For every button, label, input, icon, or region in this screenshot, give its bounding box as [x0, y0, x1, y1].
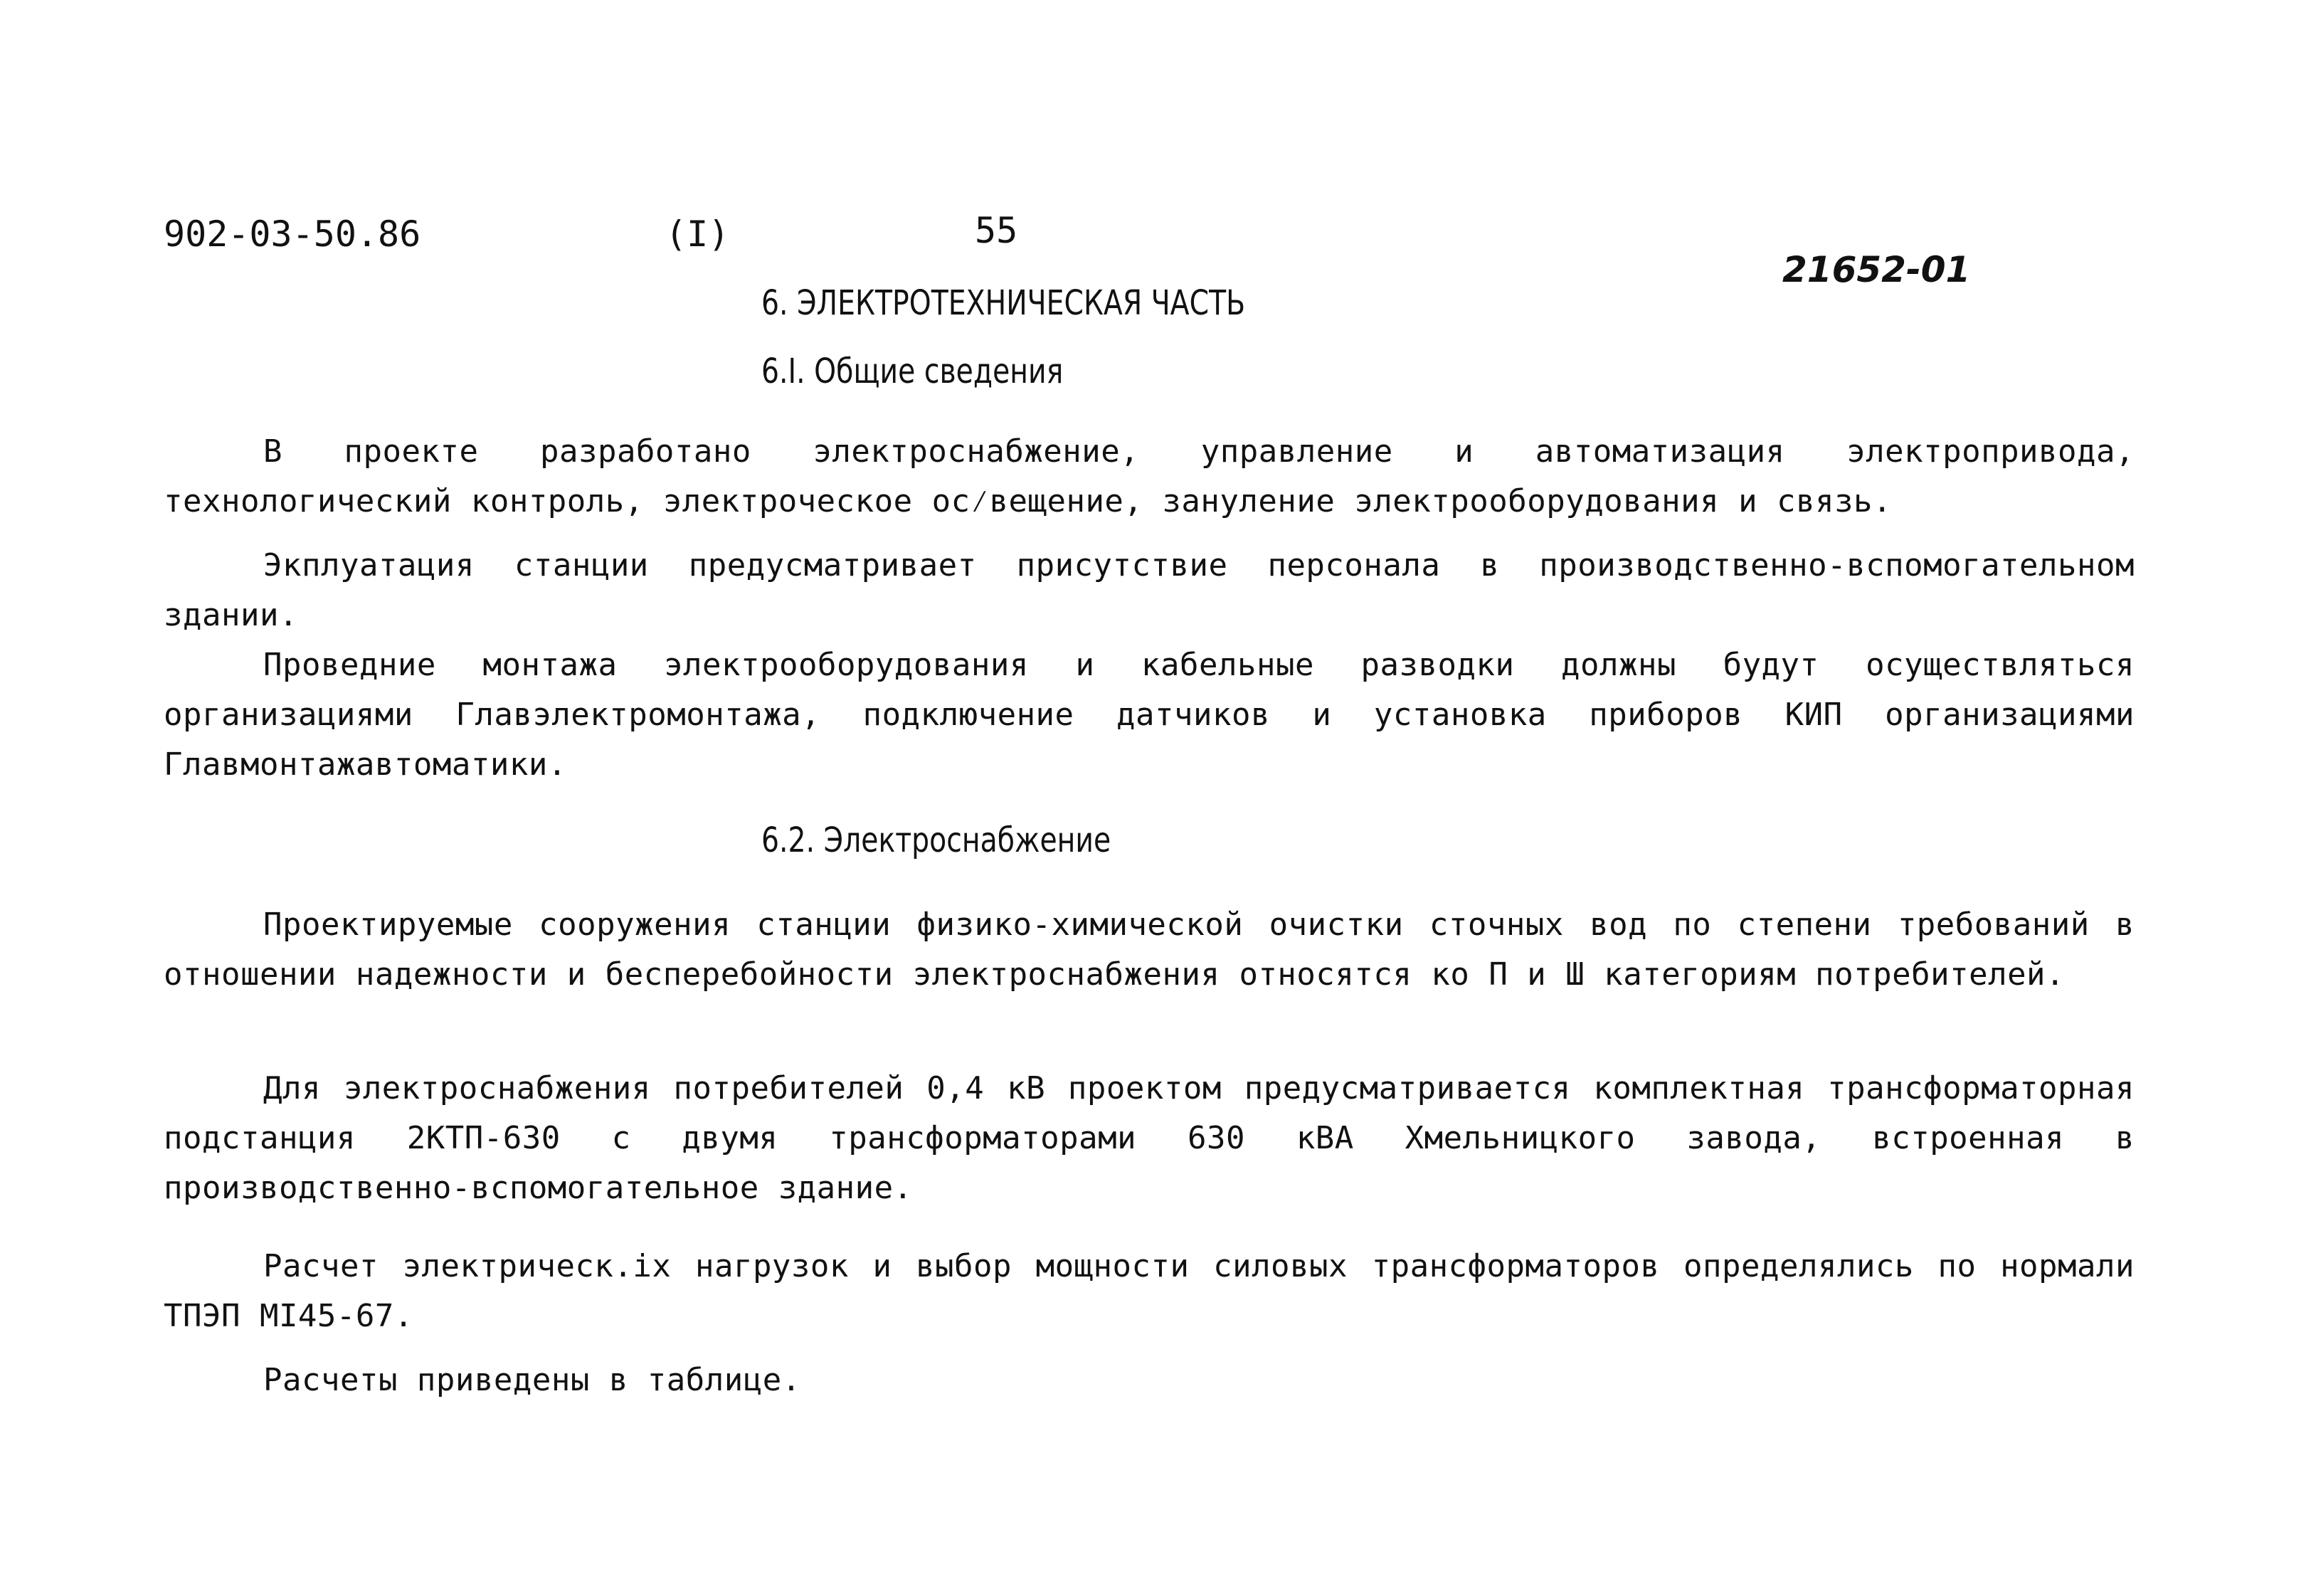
- section-title: 6. ЭЛЕКТРОТЕХНИЧЕСКАЯ ЧАСТЬ: [761, 283, 1246, 323]
- paragraph-general-2: Экплуатация станции предусматривает присутствие персонала в производственно-вспомогательном здании.: [164, 547, 2135, 633]
- paragraph-power-1: Проектируемые сооружения станции физико-химической очистки сточных вод по степени требований в отношении надежности и бесперебойности электроснабжения относятся ко П и Ш категориям потребителей.: [164, 907, 2135, 993]
- page-number: 55: [975, 210, 1018, 251]
- paragraph-general-3: Проведние монтажа электрооборудования и кабельные разводки должны будут осуществляться организациями Главэлектромонтажа, подключение датчиков и установка приборов КИП организациями Главмонтажавтоматики.: [164, 647, 2135, 783]
- subsection-title-general: 6.I. Общие сведения: [761, 352, 1064, 391]
- paragraph-general-1: В проекте разработано электроснабжение, управление и автоматизация электропривода, технологический контроль, электроческое ос⁄вещение, зануление электрооборудования и связь.: [164, 433, 2135, 519]
- subsection-title-power-supply: 6.2. Электроснабжение: [761, 820, 1111, 860]
- paragraph-power-3: Расчет электрическ.іх нагрузок и выбор мощности силовых трансформаторов определялись по нормали ТПЭП МI45-67.: [164, 1248, 2135, 1334]
- paragraph-power-4: Расчеты приведены в таблице.: [263, 1362, 801, 1398]
- document-code: 902-03-50.86: [164, 213, 421, 255]
- archive-number: 21652-01: [1782, 249, 1971, 290]
- paragraph-power-2: Для электроснабжения потребителей 0,4 кВ проектом предусматривается комплектная трансформаторная подстанция 2КТП-630 с двумя трансформаторами 630 кВА Хмельницкого завода, встроенная в производственно-вспомогательное здание.: [164, 1070, 2135, 1206]
- sheet-mark: (I): [665, 213, 730, 255]
